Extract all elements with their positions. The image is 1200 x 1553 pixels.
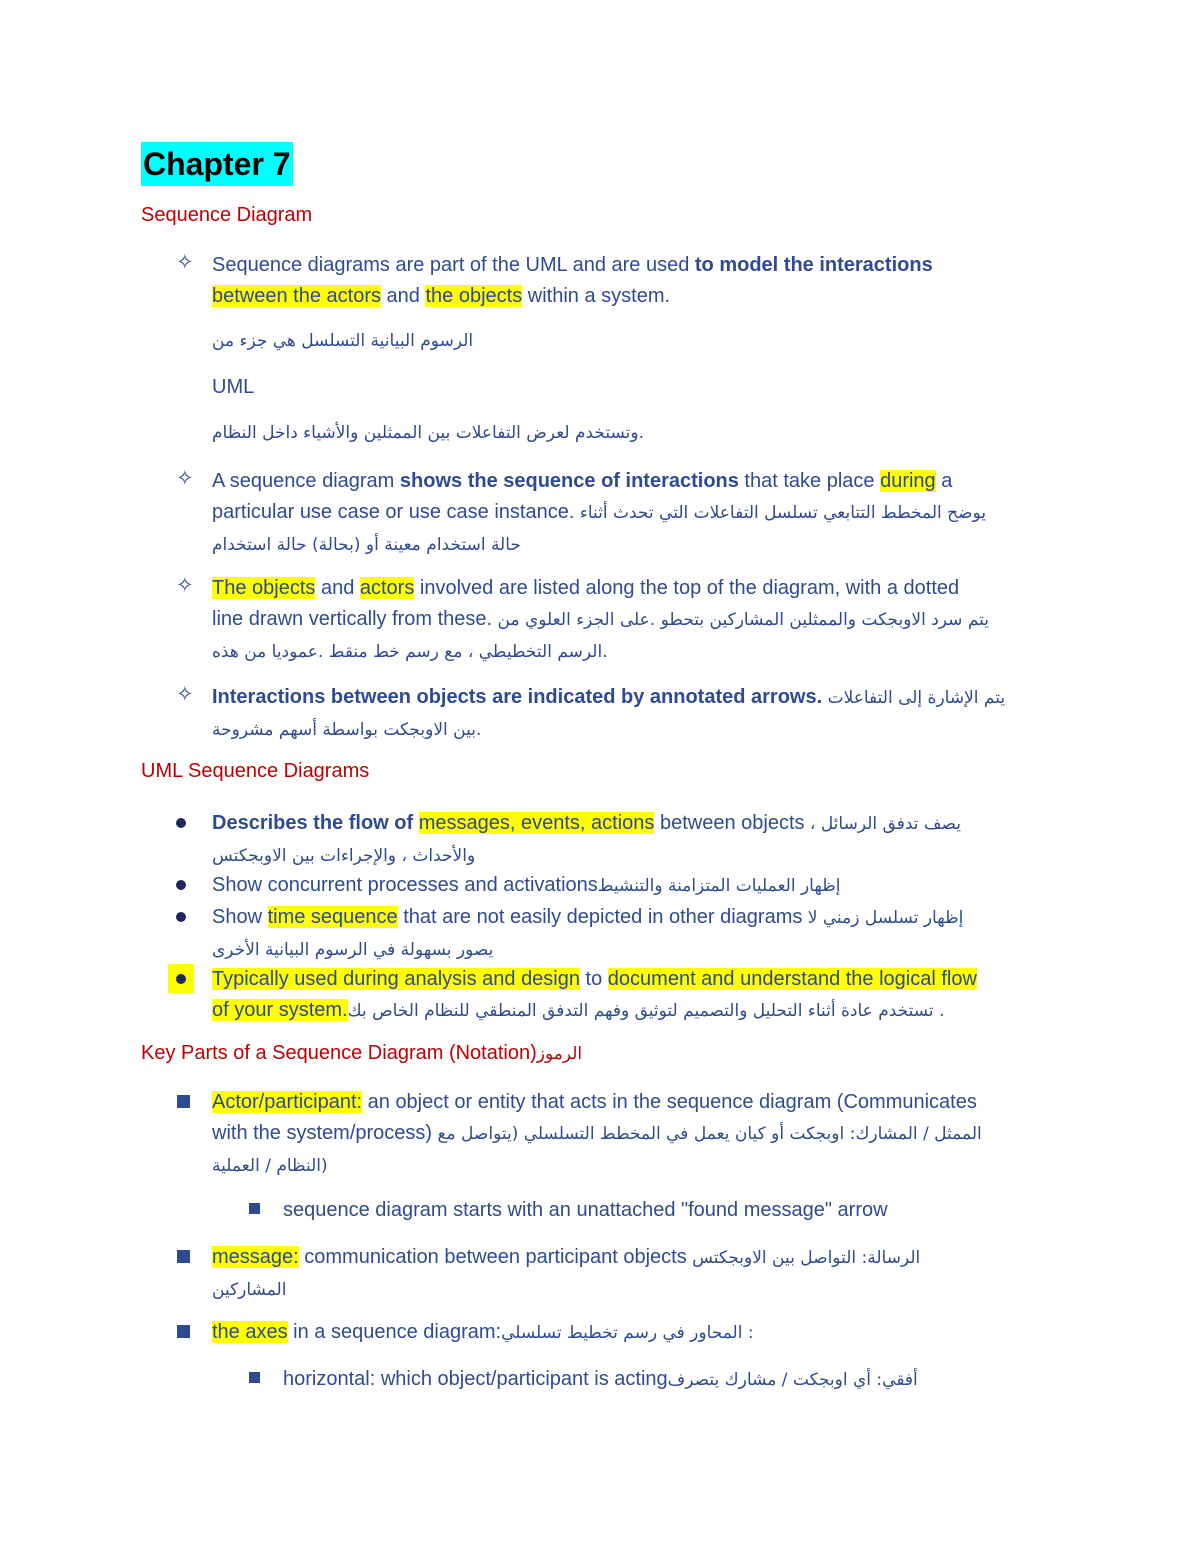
arabic-text: النظام / العملية) [212,1156,328,1176]
arabic-text: تستخدم عادة أثناء التحليل والتصميم لتوثيق وفهم التدفق المنطقي للنظام الخاص بك . [347,1001,945,1021]
sub-bullet-paragraph [283,1364,1133,1396]
square-bullet-icon [177,1325,190,1338]
highlighted-text: Actor/participant: [212,1091,363,1113]
text: and [381,285,426,307]
text: Show concurrent processes and activations [212,874,598,896]
bullet-paragraph [212,1087,1062,1182]
arabic-text: إظهار العمليات المتزامنة والتنشيط [597,876,841,896]
star-bullet-icon: ✧ [176,251,194,274]
bullet-paragraph [212,682,1062,746]
arabic-line: الرسوم البيانية التسلسل هي جزء من [212,331,474,351]
text: with the system/process) [212,1122,433,1144]
highlighted-text: message: [212,1246,299,1268]
uml-line: UML [212,376,255,398]
text: an object or entity that acts in the sequence diagram (Communicates [362,1091,977,1113]
star-bullet-icon: ✧ [176,683,194,706]
bullet-paragraph [212,1242,1062,1306]
text: between objects [654,812,805,834]
highlighted-text: messages, events, actions [418,812,655,834]
arabic-text: المحاور في رسم تخطيط تسلسلي : [501,1323,754,1343]
heading-text: Key Parts of a Sequence Diagram (Notation) [141,1042,537,1064]
arabic-text: يتم الإشارة إلى التفاعلات [822,688,1006,708]
text: Show [212,906,268,928]
chapter-title: Chapter 7 [141,142,293,186]
heading-arabic: الرموز [536,1044,583,1064]
text: that are not easily depicted in other diagrams [397,906,803,928]
arabic-text: إظهار تسلسل زمني لا [802,908,964,928]
bullet-paragraph [212,1317,1062,1349]
text: that take place [738,470,881,492]
arabic-text: حالة استخدام معينة أو (بحالة) حالة استخدام [212,535,521,555]
arabic-text: يوضح المخطط التتابعي تسلسل التفاعلات التي تحدث أثناء [574,503,987,523]
arabic-text: المشاركين [212,1280,287,1300]
square-bullet-icon [177,1250,190,1263]
text-bold: Describes the flow of [212,812,419,834]
text: Sequence diagrams are part of the UML and are used [212,254,695,276]
text: line drawn vertically from these. [212,608,493,630]
bullet-dot-icon [176,818,186,828]
square-bullet-icon [177,1095,190,1108]
highlighted-text: The objects [212,577,316,599]
section-heading-sequence-diagram: Sequence Diagram [141,204,313,226]
text: in a sequence diagram: [287,1321,502,1343]
bullet-paragraph [212,466,1062,561]
star-bullet-icon: ✧ [176,574,194,597]
highlighted-text: between the actors [212,285,381,307]
arabic-text: يتم سرد الاوبجكت والممثلين المشاركين بتحطو .على الجزء العلوي من [492,610,990,630]
arabic-text: ، يصف تدفق الرسائل [804,814,961,834]
highlighted-text: during [880,470,936,492]
square-bullet-icon [249,1372,260,1383]
bullet-dot-icon [176,912,186,922]
bullet-paragraph [212,808,1062,872]
section-heading-uml-sequence-diagrams: UML Sequence Diagrams [141,760,370,782]
arabic-text: بين الاوبجكت بواسطة أسهم مشروحة. [212,720,482,740]
square-bullet-icon [249,1203,260,1214]
text: a [935,470,953,492]
bullet-paragraph [212,870,1062,902]
highlighted-text: actors [359,577,415,599]
arabic-text: والأحداث ، والإجراءات بين الاوبجكتس [212,846,476,866]
section-heading-key-parts [141,1042,582,1065]
text-bold: shows the sequence of interactions [399,470,739,492]
text: involved are listed along the top of the diagram, with a dotted [414,577,960,599]
highlighted-text: Typically used during analysis and design [212,968,580,990]
bullet-paragraph [212,964,1062,1027]
text: and [315,577,360,599]
arabic-line: وتستخدم لعرض التفاعلات بين الممثلين والأشياء داخل النظام. [212,423,645,443]
star-bullet-icon: ✧ [176,467,194,490]
text-bold: Interactions between objects are indicated by annotated arrows. [212,686,823,708]
text-bold: to model the interactions [694,254,933,276]
text: to [580,968,608,990]
text: communication between participant objects [298,1246,687,1268]
text: A sequence diagram [212,470,400,492]
arabic-text: أفقي: أي اوبجكت / مشارك يتصرف [667,1370,918,1390]
text: horizontal: which object/participant is acting [283,1368,668,1390]
highlighted-text: time sequence [267,906,398,928]
bullet-paragraph [212,573,1062,668]
bullet-paragraph [212,902,1062,966]
sub-bullet-paragraph: sequence diagram starts with an unattached "found message" arrow [283,1199,888,1221]
arabic-text: يصور بسهولة في الرسوم البيانية الأخرى [212,940,494,960]
highlighted-text: the axes [212,1321,288,1343]
bullet-paragraph [212,250,1062,312]
bullet-dot-icon [176,880,186,890]
arabic-text: الرسم التخطيطي ، مع رسم خط منقط .عموديا من هذه. [212,642,608,662]
bullet-dot-icon [176,974,186,984]
highlighted-text: the objects [425,285,523,307]
text: particular use case or use case instance. [212,501,575,523]
highlighted-text: of your system. [212,999,348,1021]
arabic-text: الممثل / المشارك: اوبجكت أو كيان يعمل في المخطط التسلسلي (يتواصل مع [432,1124,982,1144]
arabic-text: الرسالة: التواصل بين الاوبجكتس [686,1248,921,1268]
highlighted-text: document and understand the logical flow [607,968,977,990]
text: within a system. [522,285,671,307]
